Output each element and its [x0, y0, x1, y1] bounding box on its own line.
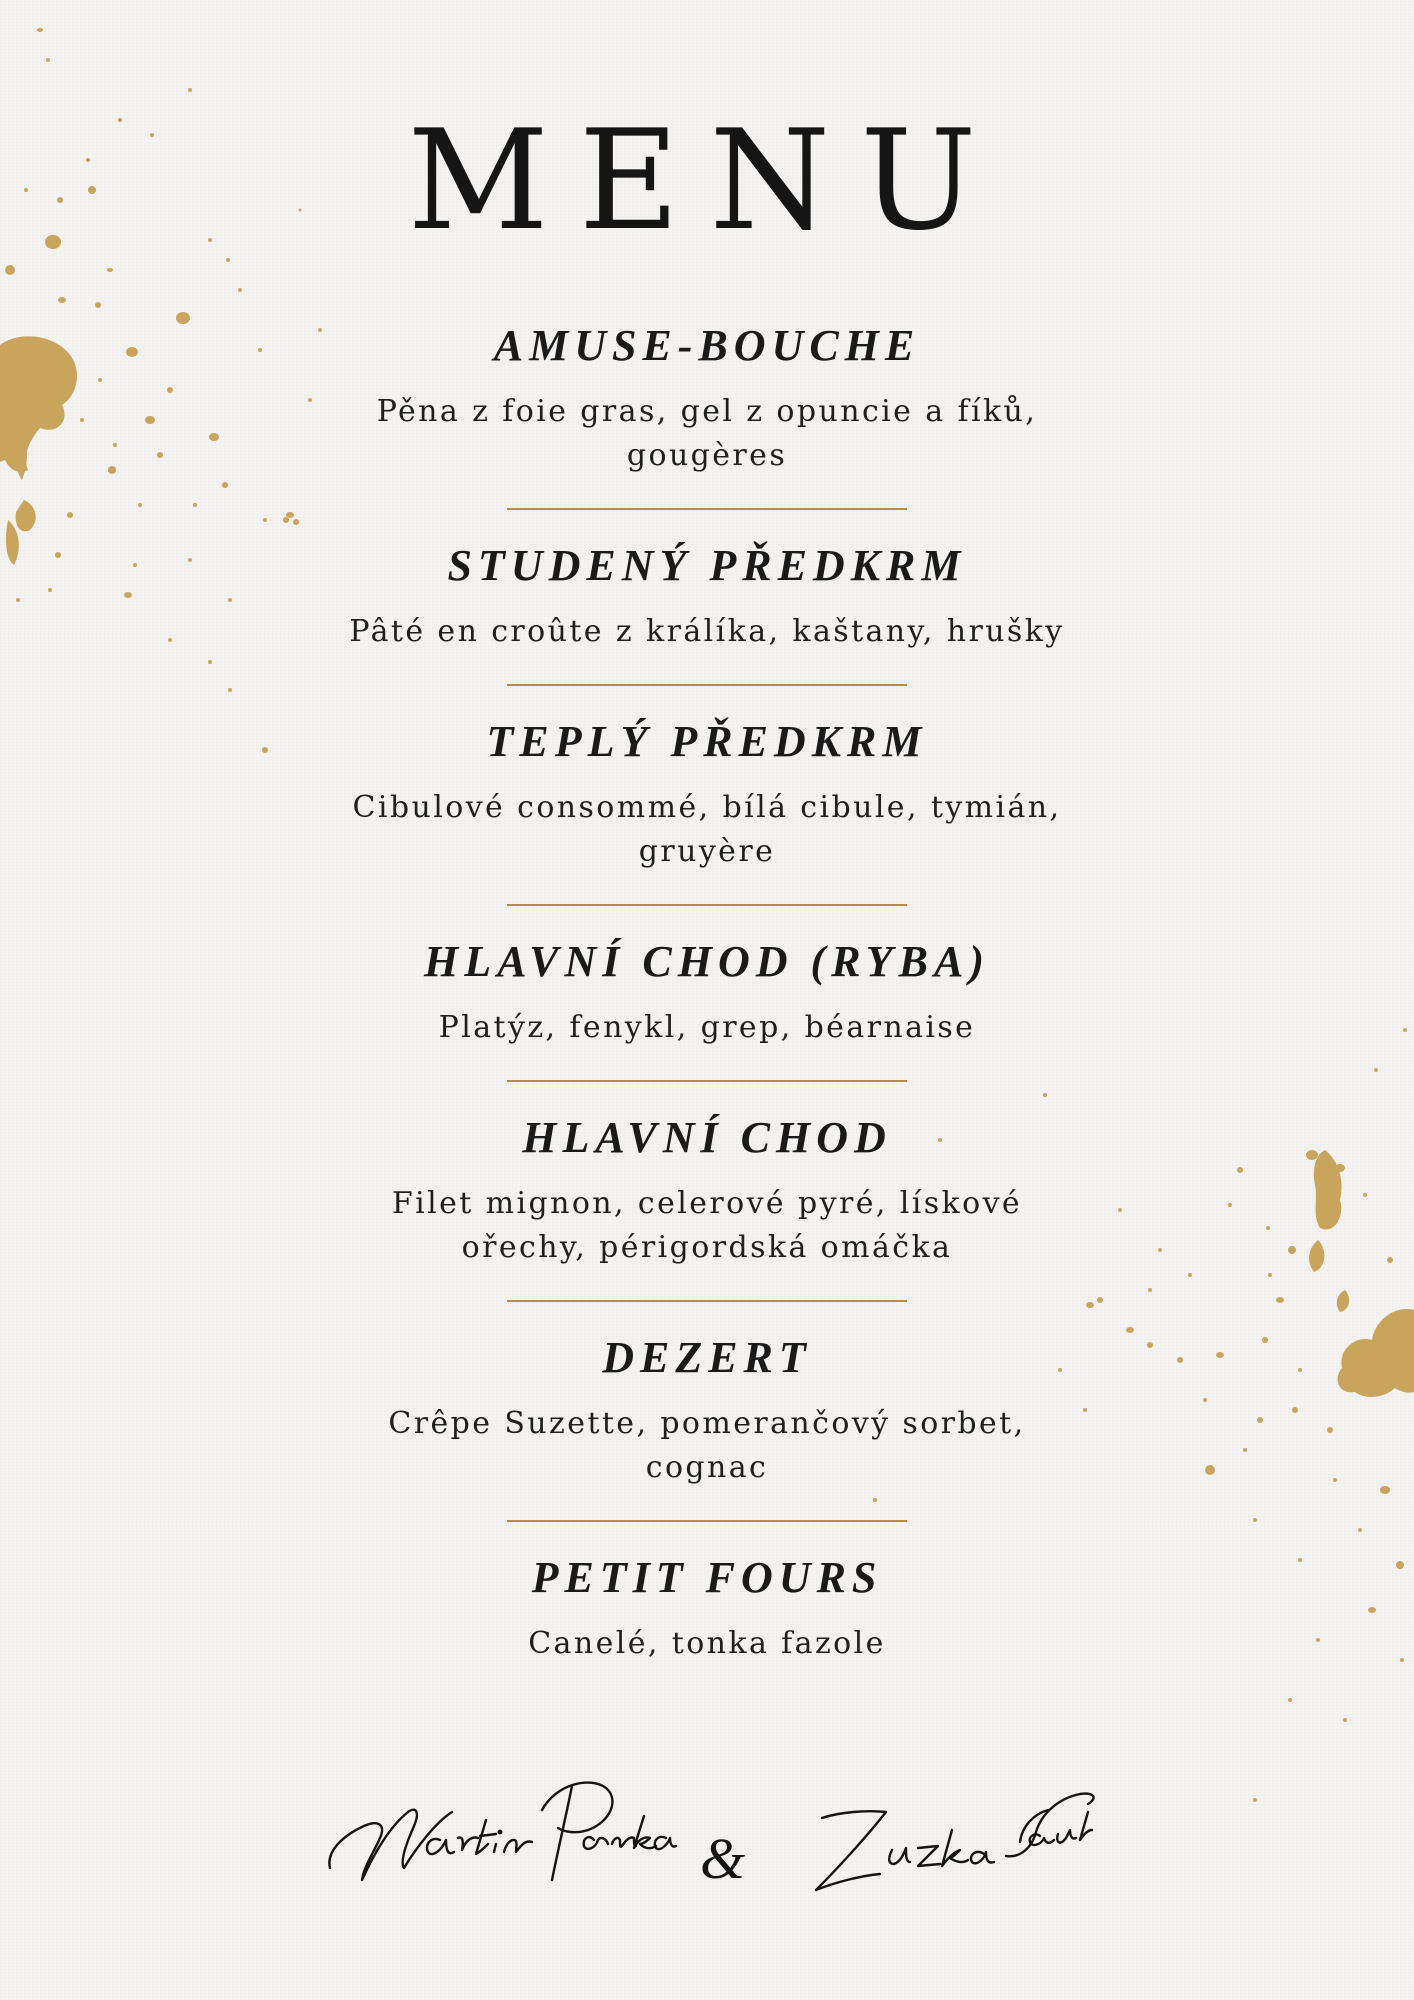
course-description-line: gruyère — [638, 834, 776, 869]
gold-divider — [507, 1080, 907, 1082]
course-heading: STUDENÝ PŘEDKRM — [447, 541, 967, 590]
course-amuse-bouche — [0, 318, 1414, 478]
course-heading: AMUSE-BOUCHE — [493, 321, 921, 370]
course-description-line: Platýz, fenykl, grep, béarnaise — [438, 1010, 976, 1045]
course-heading: DEZERT — [602, 1333, 812, 1382]
gold-divider — [507, 904, 907, 906]
course-description — [327, 1006, 1087, 1050]
course-heading: PETIT FOURS — [531, 1553, 883, 1602]
gold-divider — [507, 1520, 907, 1522]
course-dessert — [0, 1330, 1414, 1490]
course-description — [327, 610, 1087, 654]
course-heading: HLAVNÍ CHOD — [522, 1113, 892, 1162]
course-petit-fours — [0, 1550, 1414, 1666]
course-cold-starter — [0, 538, 1414, 654]
course-description-line: cognac — [645, 1450, 769, 1485]
course-list — [0, 318, 1414, 1666]
course-main-fish — [0, 934, 1414, 1050]
course-description — [327, 1182, 1087, 1270]
course-description-line: Crêpe Suzette, pomerančový sorbet, — [388, 1406, 1026, 1441]
course-description-line: gougères — [626, 438, 788, 473]
course-description-line: Cibulové consommé, bílá cibule, tymián, — [352, 790, 1062, 825]
course-description — [327, 390, 1087, 478]
course-description-line: Canelé, tonka fazole — [528, 1626, 886, 1661]
course-description-line: Filet mignon, celerové pyré, lískové — [391, 1186, 1023, 1221]
course-heading: HLAVNÍ CHOD (RYBA) — [424, 937, 990, 986]
course-description — [327, 1622, 1087, 1666]
course-description-line: Pâté en croûte z králíka, kaštany, hrušky — [349, 614, 1065, 649]
handwritten-signatures — [320, 1740, 1100, 1910]
course-description — [327, 1402, 1087, 1490]
gold-divider — [507, 1300, 907, 1302]
course-description-line: Pěna z foie gras, gel z opuncie a fíků, — [376, 394, 1038, 429]
menu-title: MENU — [407, 100, 1007, 261]
signature-second — [816, 1794, 1094, 1890]
gold-divider — [507, 684, 907, 686]
course-heading: TEPLÝ PŘEDKRM — [486, 717, 928, 766]
course-description-line: ořechy, périgordská omáčka — [461, 1230, 953, 1265]
gold-divider — [507, 508, 907, 510]
course-main — [0, 1110, 1414, 1270]
course-warm-starter — [0, 714, 1414, 874]
signature-first — [329, 1783, 676, 1880]
signature-ampersand: & — [700, 1826, 746, 1891]
course-description — [327, 786, 1087, 874]
